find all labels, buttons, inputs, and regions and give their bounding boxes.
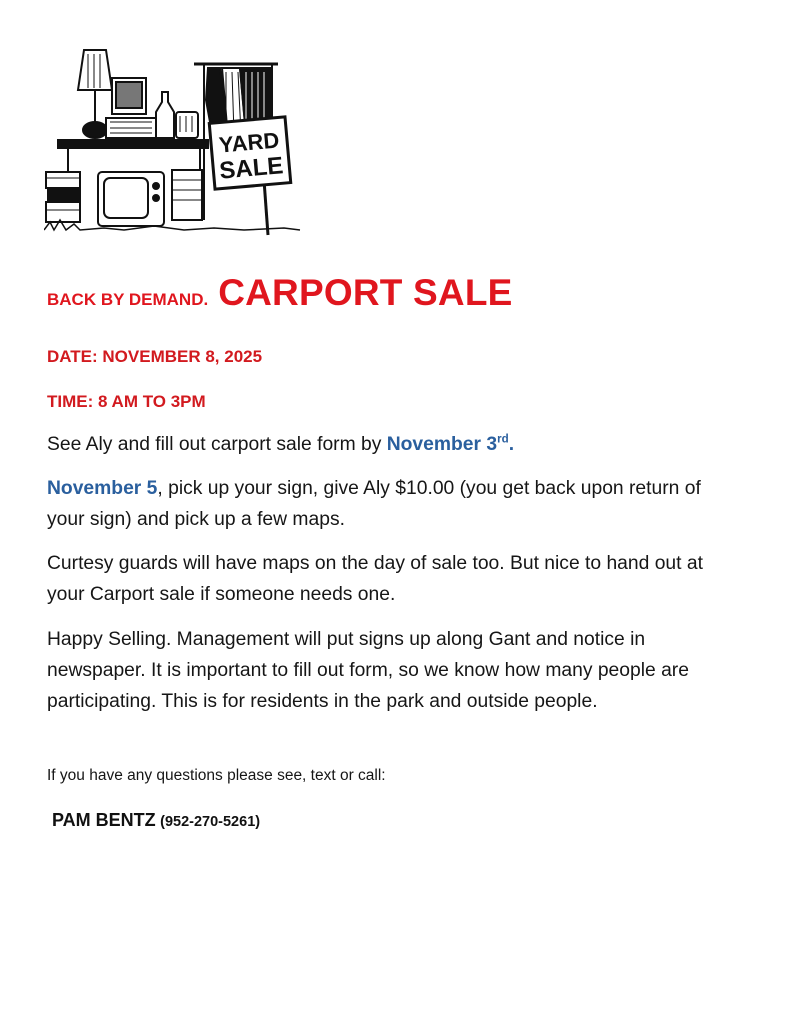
sign-pickup-date: November 5 xyxy=(47,478,158,499)
form-deadline-paragraph xyxy=(47,429,737,460)
time-line: TIME: 8 AM TO 3PM xyxy=(47,392,206,411)
headline xyxy=(47,272,513,314)
sign-text-yard: YARD xyxy=(217,127,281,158)
yard-sale-illustration xyxy=(44,40,304,240)
form-deadline-date: November 3 xyxy=(386,434,498,455)
headline-prefix: BACK BY DEMAND. xyxy=(47,290,209,309)
form-text: See Aly and fill out carport sale form by xyxy=(47,434,387,455)
sign-pickup-paragraph xyxy=(47,473,737,535)
selling-paragraph: Happy Selling. Management will put signs up along Gant and notice in newspaper. It is important to fill out form, so we know how many people are participating. This is for residents in the park and outside people. xyxy=(47,629,689,712)
form-deadline-suffix: rd xyxy=(497,433,509,446)
sign-text-sale: SALE xyxy=(218,152,285,185)
contact-name: PAM BENTZ xyxy=(52,810,156,830)
form-deadline-period: . xyxy=(508,434,515,455)
date-line: DATE: NOVEMBER 8, 2025 xyxy=(47,347,263,366)
guards-paragraph: Curtesy guards will have maps on the day of sale too. But nice to hand out at your Carport sale if someone needs one. xyxy=(47,553,703,605)
sign-pickup-text: , pick up your sign, give Aly $10.00 (you get back upon return of your sign) and pick up a few maps. xyxy=(47,478,701,530)
questions-note: If you have any questions please see, text or call: xyxy=(47,767,386,784)
contact xyxy=(52,810,260,831)
contact-phone: (952-270-5261) xyxy=(160,814,261,830)
headline-title: CARPORT SALE xyxy=(218,272,513,313)
